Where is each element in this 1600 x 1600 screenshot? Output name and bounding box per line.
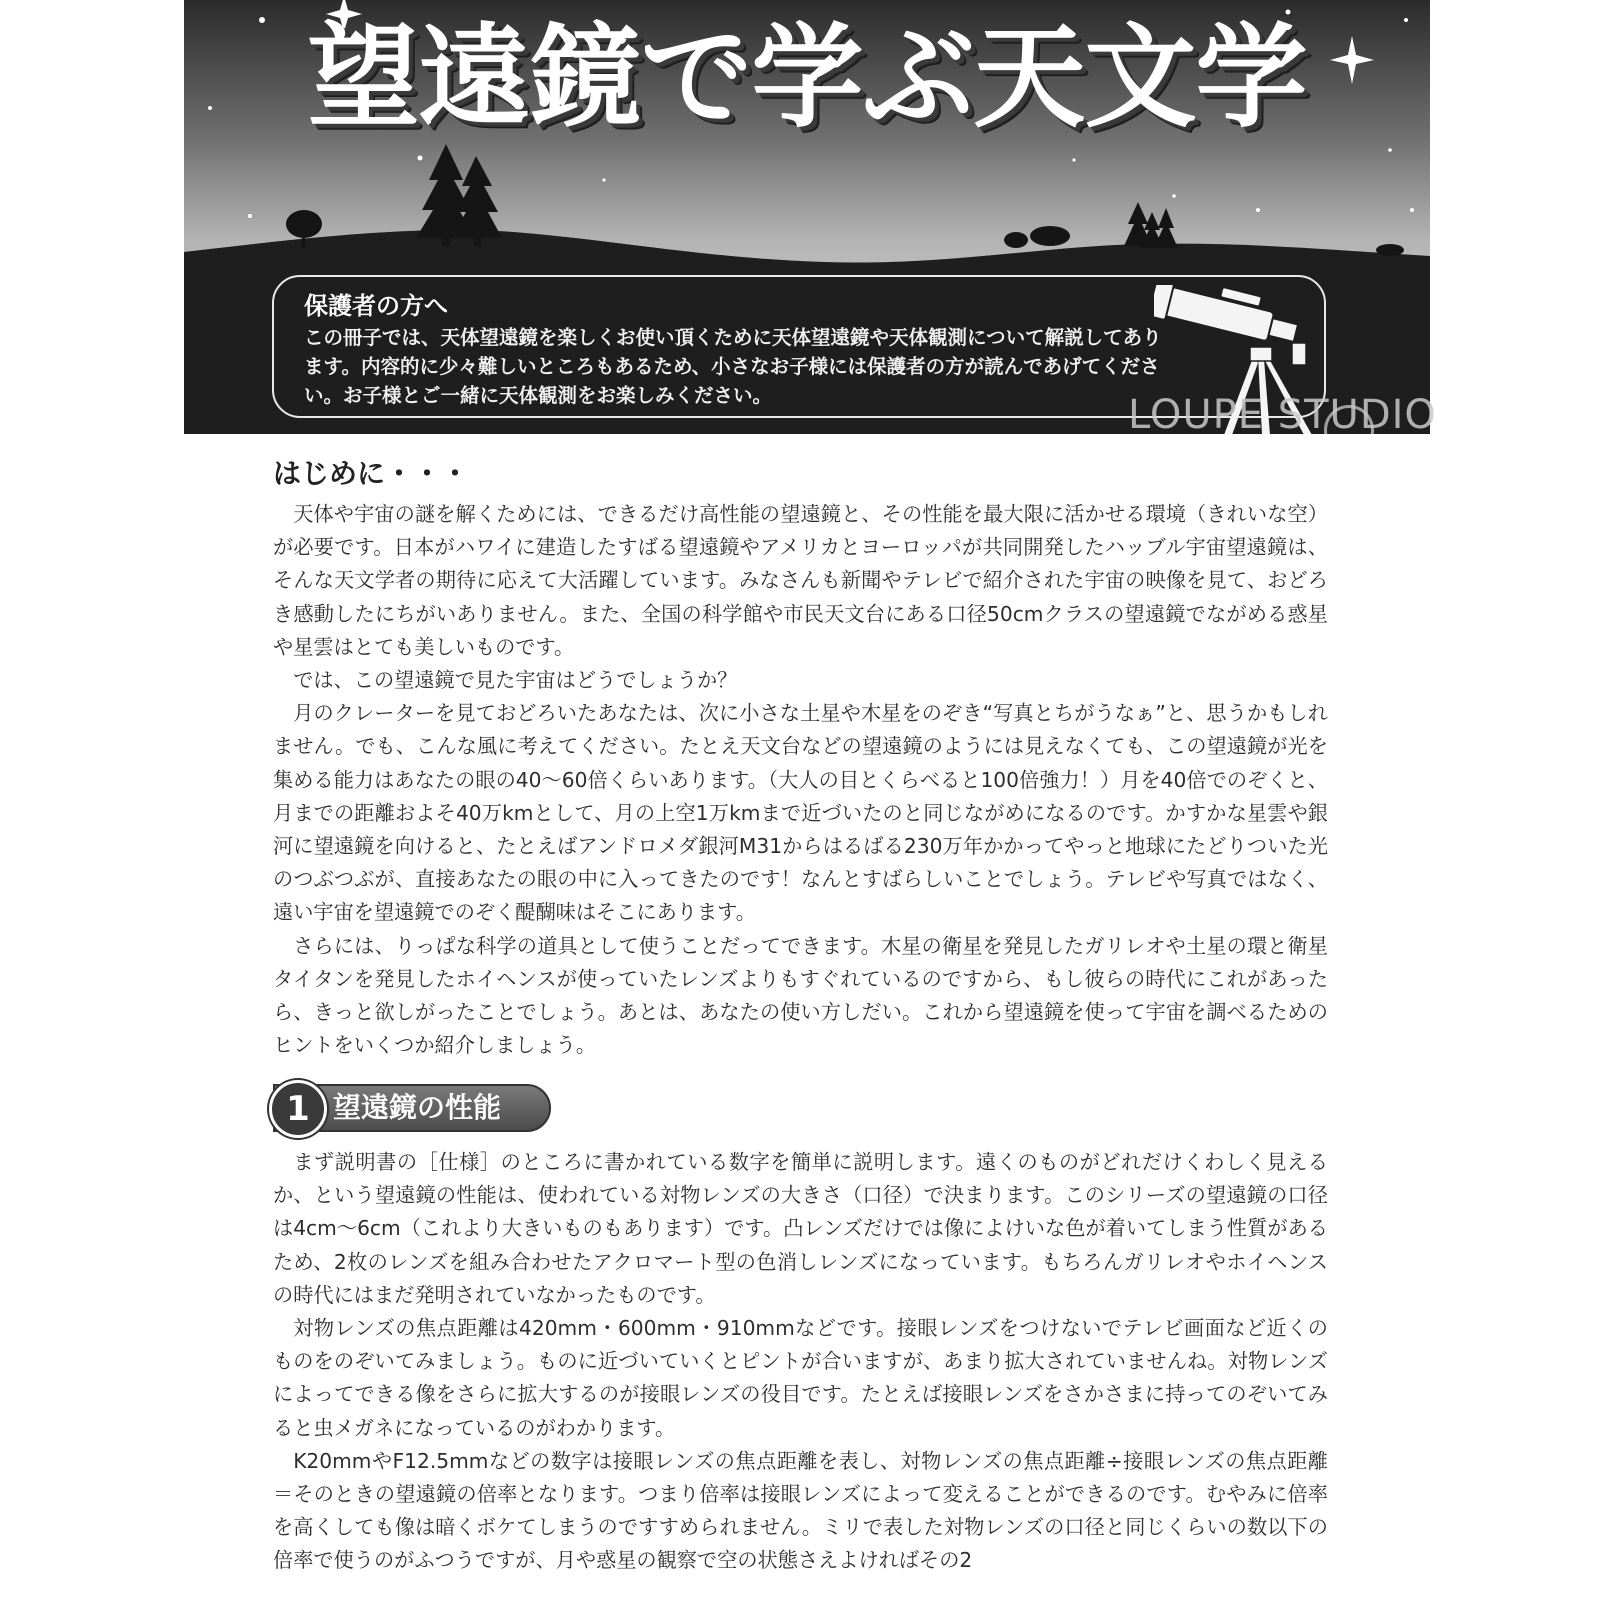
section-paragraph: 対物レンズの焦点距離は420mm・600mm・910mmなどです。接眼レンズをつけないでテレビ画面など近くのものをのぞいてみましょう。ものに近づいていくとピントが合いますが、あまり拡大されていませんね。対物レンズによってできる像をさらに拡大するのが接眼レンズの役目です。たとえば接眼レンズをさかさまに持ってのぞいてみると虫メガネになっているのがわかります。 (273, 1316, 1328, 1440)
header-banner (184, 0, 1430, 434)
intro-heading: はじめに・・・ (273, 457, 470, 490)
notice-title: 保護者の方へ (304, 292, 448, 320)
page-title: 望遠鏡で学ぶ天文学 (307, 13, 1307, 143)
watermark-text: LOUPE STUDIO (1128, 392, 1437, 438)
section-telescope-performance (273, 1080, 1328, 1578)
intro-paragraph: 月のクレーターを見ておどろいたあなたは、次に小さな土星や木星をのぞき“写真とちがうなぁ”と、思うかもしれません。でも、こんな風に考えてください。たとえ天文台などの望遠鏡のようには見えなくても、この望遠鏡が光を集める能力はあなたの眼の40〜60倍くらいあります。（大人の目とくらべると100倍強力！）月を40倍でのぞくと、月までの距離およそ40万kmとして、月の上空1万kmまで近づいたのと同じながめになるのです。かすかな星雲や銀河に望遠鏡を向けると、たとえばアンドロメダ銀河M31からはるばる230万年かかってやっと地球にたどりついた光のつぶつぶが、直接あなたの眼の中に入ってきたのです！なんとすばらしいことでしょう。テレビや写真ではなく、遠い宇宙を望遠鏡でのぞく醍醐味はそこにあります。 (273, 701, 1328, 925)
intro-paragraph: では、この望遠鏡で見た宇宙はどうでしょうか？ (293, 668, 738, 693)
intro-paragraph: 天体や宇宙の謎を解くためには、できるだけ高性能の望遠鏡と、その性能を最大限に活かせる環境（きれいな空）が必要です。日本がハワイに建造したすばる望遠鏡やアメリカとヨーロッパが共同開発したハッブル宇宙望遠鏡は、そんな天文学者の期待に応えて大活躍しています。みなさんも新聞やテレビで紹介された宇宙の映像を見て、おどろき感動したにちがいありません。また、全国の科学館や市民天文台にある口径50cmクラスの望遠鏡でながめる惑星や星雲はとても美しいものです。 (273, 502, 1328, 659)
section-paragraph: まず説明書の［仕様］のところに書かれている数字を簡単に説明します。遠くのものがどれだけくわしく見えるか、という望遠鏡の性能は、使われている対物レンズの大きさ（口径）で決まります。このシリーズの望遠鏡の口径は4cm〜6cm（これより大きいものもあります）です。凸レンズだけでは像によけいな色が着いてしまう性質があるため、2枚のレンズを組み合わせたアクロマート型の色消しレンズになっています。もちろんガリレオやホイヘンスの時代にはまだ発明されていなかったものです。 (273, 1150, 1328, 1307)
section-number-badge: 1 (269, 1080, 327, 1138)
intro-paragraph: さらには、りっぱな科学の道具として使うことだってできます。木星の衛星を発見したガリレオや土星の環と衛星タイタンを発見したホイヘンスが使っていたレンズよりもすぐれているのですから、もし彼らの時代にこれがあったら、きっと欲しがったことでしょう。あとは、あなたの使い方しだい。これから望遠鏡を使って宇宙を調べるためのヒントをいくつか紹介しましょう。 (273, 933, 1328, 1058)
notice-body: この冊子では、天体望遠鏡を楽しくお使い頂くために天体望遠鏡や天体観測について解説してあります。内容的に少々難しいところもあるため、小さなお子様には保護者の方が読んであげてください。お子様とご一緒に天体観測をお楽しみください。 (304, 326, 1162, 407)
section-paragraph: K20mmやF12.5mmなどの数字は接眼レンズの焦点距離を表し、対物レンズの焦点距離÷接眼レンズの焦点距離＝そのときの望遠鏡の倍率となります。つまり倍率は接眼レンズによって変えることができるのです。むやみに倍率を高くしても像は暗くボケてしまうのですすめられません。ミリで表した対物レンズの口径と同じくらいの数以下の倍率で使うのがふつうですが、月や惑星の観察で空の状態さえよければその2 (273, 1448, 1328, 1573)
section-title: 望遠鏡の性能 (333, 1091, 502, 1124)
section-heading (273, 1080, 1328, 1142)
intro-section (273, 452, 1328, 1062)
